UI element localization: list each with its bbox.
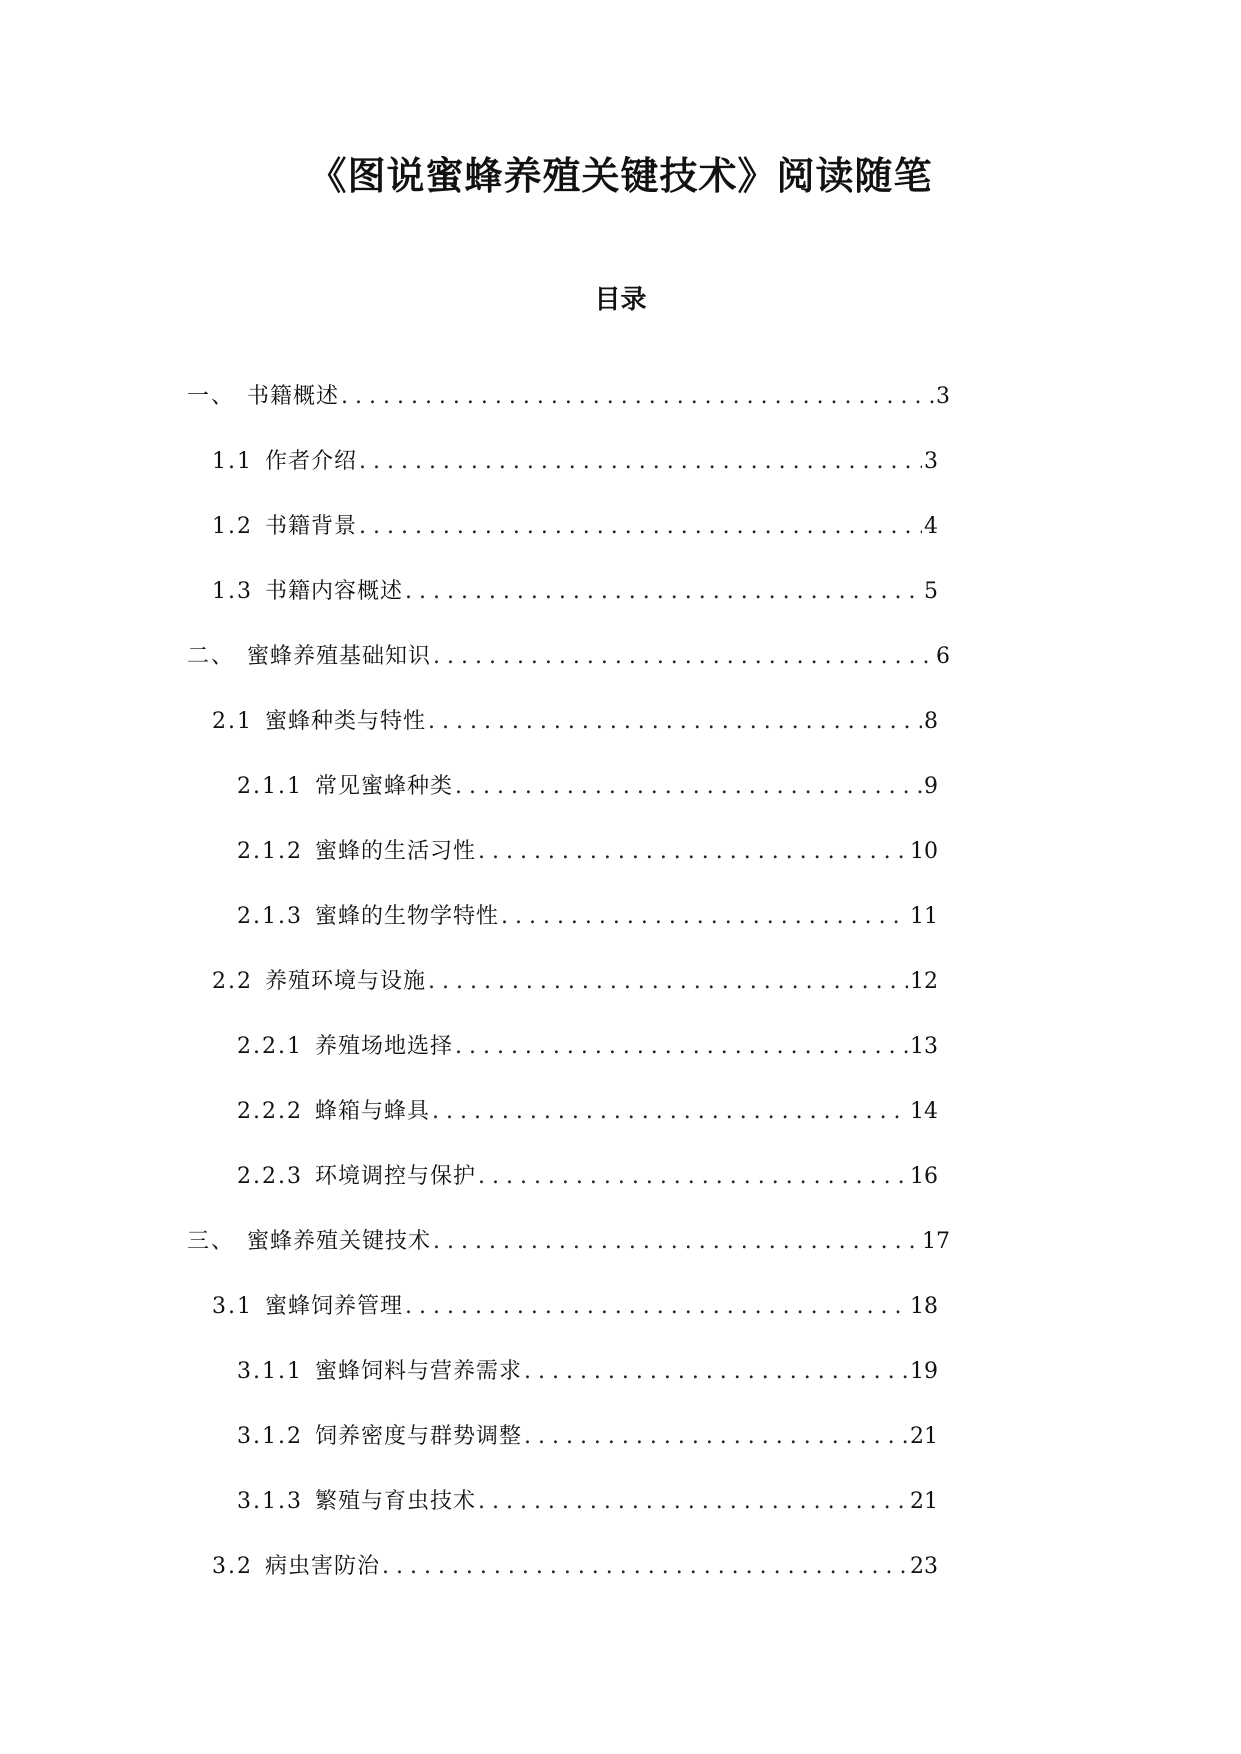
toc-entry[interactable] bbox=[0, 770, 938, 804]
toc-entry-title: 蜜蜂饲料与营养需求 bbox=[314, 1359, 522, 1384]
toc-entry[interactable] bbox=[0, 835, 938, 869]
toc-entry-page: 4 bbox=[924, 514, 938, 539]
toc-entry-page: 21 bbox=[910, 1424, 938, 1449]
toc-entry-number: 2.1.1 bbox=[237, 774, 303, 799]
toc-entry-number: 3.1 bbox=[212, 1294, 253, 1319]
toc-entry-title: 环境调控与保护 bbox=[314, 1164, 476, 1189]
toc-entry-page: 9 bbox=[924, 774, 938, 799]
document-title: 《图说蜜蜂养殖关键技术》阅读随笔 bbox=[308, 153, 933, 198]
toc-entry-number: 3.2 bbox=[212, 1554, 253, 1579]
toc-entry-number: 一、 bbox=[187, 384, 236, 409]
toc-dot-leader bbox=[478, 1160, 908, 1194]
toc-entry-title: 常见蜜蜂种类 bbox=[314, 774, 453, 799]
toc-dot-leader bbox=[455, 770, 922, 804]
toc-dot-leader bbox=[432, 1095, 908, 1129]
toc-dot-leader bbox=[433, 640, 934, 674]
toc-entry[interactable] bbox=[0, 1225, 950, 1259]
toc-entry[interactable] bbox=[0, 1095, 938, 1129]
toc-entry[interactable] bbox=[0, 1030, 938, 1064]
toc-entry-number: 三、 bbox=[187, 1229, 236, 1254]
toc-entry-page: 3 bbox=[924, 449, 938, 474]
toc-entry-number: 2.2.3 bbox=[237, 1164, 303, 1189]
toc-entry-number: 1.1 bbox=[212, 449, 253, 474]
toc-entry-title: 蜜蜂的生活习性 bbox=[314, 839, 476, 864]
toc-entry-page: 18 bbox=[910, 1294, 938, 1319]
toc-entry[interactable] bbox=[0, 900, 938, 934]
toc-entry[interactable] bbox=[0, 1485, 938, 1519]
toc-entry-title: 蜜蜂饲养管理 bbox=[265, 1294, 404, 1319]
toc-entry-number: 3.1.3 bbox=[237, 1489, 303, 1514]
toc-entry[interactable] bbox=[0, 1160, 938, 1194]
toc-entry-number: 2.2.1 bbox=[237, 1034, 303, 1059]
toc-entry-title: 养殖环境与设施 bbox=[265, 969, 427, 994]
toc-entry[interactable] bbox=[0, 640, 950, 674]
toc-heading: 目录 bbox=[594, 285, 647, 315]
toc-dot-leader bbox=[359, 510, 922, 544]
toc-dot-leader bbox=[359, 445, 922, 479]
toc-entry-title: 繁殖与育虫技术 bbox=[314, 1489, 476, 1514]
toc-dot-leader bbox=[524, 1420, 908, 1454]
toc-entry-title: 养殖场地选择 bbox=[314, 1034, 453, 1059]
toc-entry-title: 蜜蜂养殖基础知识 bbox=[247, 644, 432, 669]
toc-entry-number: 1.2 bbox=[212, 514, 253, 539]
toc-entry-title: 书籍内容概述 bbox=[265, 579, 404, 604]
toc-entry-number: 二、 bbox=[187, 644, 236, 669]
toc-entry-number: 2.2 bbox=[212, 969, 253, 994]
toc-entry-number: 2.1.3 bbox=[237, 904, 303, 929]
toc-entry-title: 蜜蜂养殖关键技术 bbox=[247, 1229, 432, 1254]
toc-entry-number: 3.1.2 bbox=[237, 1424, 303, 1449]
toc-entry-page: 14 bbox=[910, 1099, 938, 1124]
toc-entry-title: 蜜蜂的生物学特性 bbox=[314, 904, 499, 929]
toc-entry-page: 8 bbox=[924, 709, 938, 734]
toc-entry-page: 16 bbox=[910, 1164, 938, 1189]
toc-entry-page: 11 bbox=[910, 904, 938, 929]
toc-entry-page: 6 bbox=[936, 644, 950, 669]
toc-entry-title: 作者介绍 bbox=[265, 449, 358, 474]
toc-entry-title: 饲养密度与群势调整 bbox=[314, 1424, 522, 1449]
toc-dot-leader bbox=[524, 1355, 908, 1389]
toc-dot-leader bbox=[478, 1485, 908, 1519]
toc-entry-page: 13 bbox=[910, 1034, 938, 1059]
toc-entry[interactable] bbox=[0, 1550, 938, 1584]
toc-dot-leader bbox=[405, 575, 922, 609]
toc-entry-number: 2.1 bbox=[212, 709, 253, 734]
toc-dot-leader bbox=[455, 1030, 908, 1064]
toc-entry-page: 3 bbox=[936, 384, 950, 409]
toc-dot-leader bbox=[428, 965, 908, 999]
toc-dot-leader bbox=[433, 1225, 920, 1259]
toc-entry[interactable] bbox=[0, 445, 938, 479]
toc-entry-title: 书籍概述 bbox=[247, 384, 340, 409]
toc-entry-title: 蜂箱与蜂具 bbox=[314, 1099, 430, 1124]
toc-entry-title: 书籍背景 bbox=[265, 514, 358, 539]
toc-entry-page: 12 bbox=[910, 969, 938, 994]
toc-entry[interactable] bbox=[0, 1420, 938, 1454]
toc-entry[interactable] bbox=[0, 510, 938, 544]
toc-entry-number: 2.2.2 bbox=[237, 1099, 303, 1124]
toc-entry[interactable] bbox=[0, 1355, 938, 1389]
toc-entry-page: 10 bbox=[910, 839, 938, 864]
toc-entry-page: 23 bbox=[910, 1554, 938, 1579]
toc-dot-leader bbox=[478, 835, 908, 869]
toc-entry-number: 1.3 bbox=[212, 579, 253, 604]
toc-entry-number: 2.1.2 bbox=[237, 839, 303, 864]
toc-dot-leader bbox=[341, 380, 934, 414]
toc-entry-title: 病虫害防治 bbox=[265, 1554, 381, 1579]
toc-entry-page: 21 bbox=[910, 1489, 938, 1514]
toc-entry[interactable] bbox=[0, 705, 938, 739]
toc-entry-number: 3.1.1 bbox=[237, 1359, 303, 1384]
toc-dot-leader bbox=[428, 705, 922, 739]
toc-entry[interactable] bbox=[0, 575, 938, 609]
toc-dot-leader bbox=[501, 900, 908, 934]
toc-entry[interactable] bbox=[0, 1290, 938, 1324]
toc-entry-page: 17 bbox=[922, 1229, 950, 1254]
toc-dot-leader bbox=[382, 1550, 908, 1584]
toc-dot-leader bbox=[405, 1290, 908, 1324]
toc-entry-title: 蜜蜂种类与特性 bbox=[265, 709, 427, 734]
toc-entry-page: 5 bbox=[924, 579, 938, 604]
toc-entry[interactable] bbox=[0, 380, 950, 414]
toc-entry-page: 19 bbox=[910, 1359, 938, 1384]
toc-entry[interactable] bbox=[0, 965, 938, 999]
